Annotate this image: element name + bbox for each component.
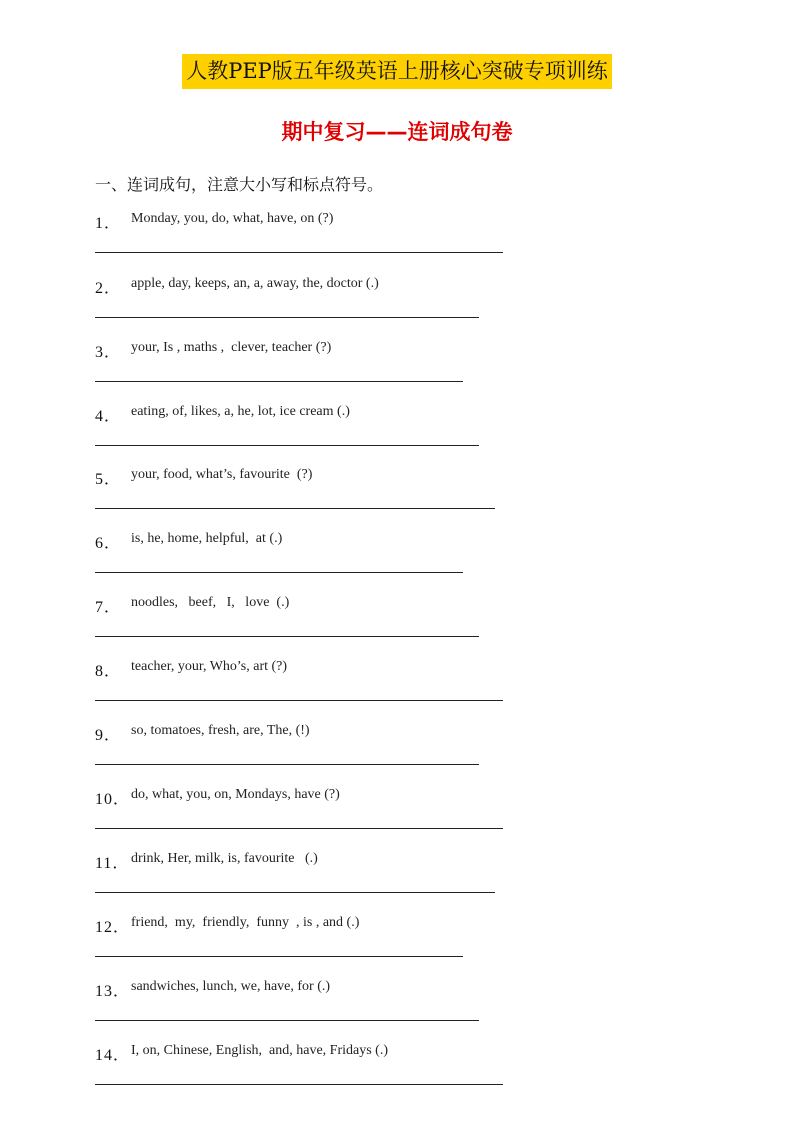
answer-line[interactable] — [95, 956, 463, 957]
question-prompt: I, on, Chinese, English, and, have, Fridays (.) — [131, 1043, 389, 1058]
question-item — [95, 466, 515, 516]
answer-line[interactable] — [95, 828, 503, 829]
answer-line[interactable] — [95, 317, 479, 318]
question-item — [95, 914, 515, 964]
question-item — [95, 339, 515, 389]
question-number: 8． — [95, 663, 122, 680]
question-prompt: is, he, home, helpful, at (.) — [131, 531, 283, 546]
header-title-bar — [0, 54, 794, 89]
question-item — [95, 850, 515, 900]
question-item — [95, 978, 515, 1028]
question-prompt: do, what, you, on, Mondays, have (?) — [131, 787, 340, 802]
question-item — [95, 786, 515, 836]
question-item — [95, 210, 515, 260]
question-prompt: noodles, beef, I, love (.) — [131, 595, 290, 610]
question-number: 12． — [95, 919, 131, 936]
answer-line[interactable] — [95, 508, 495, 509]
answer-line[interactable] — [95, 252, 503, 253]
section-heading: 一、连词成句，注意大小写和标点符号。 — [95, 175, 384, 194]
answer-line[interactable] — [95, 445, 479, 446]
page-subtitle: 期中复习——连词成句卷 — [281, 120, 513, 144]
question-item — [95, 594, 515, 644]
question-number: 7． — [95, 599, 122, 616]
question-prompt: so, tomatoes, fresh, are, The, (!) — [131, 723, 310, 738]
question-number: 10． — [95, 791, 131, 808]
question-number: 2． — [95, 280, 122, 297]
question-prompt: eating, of, likes, a, he, lot, ice cream (.) — [131, 404, 350, 419]
question-number: 3． — [95, 344, 122, 361]
question-prompt: Monday, you, do, what, have, on (?) — [131, 211, 334, 226]
question-prompt: your, food, what’s, favourite (?) — [131, 467, 313, 482]
answer-line[interactable] — [95, 1084, 503, 1085]
question-number: 5． — [95, 471, 122, 488]
answer-line[interactable] — [95, 572, 463, 573]
answer-line[interactable] — [95, 700, 503, 701]
question-prompt: teacher, your, Who’s, art (?) — [131, 659, 288, 674]
question-number: 14． — [95, 1047, 131, 1064]
question-prompt: apple, day, keeps, an, a, away, the, doctor (.) — [131, 276, 379, 291]
question-prompt: sandwiches, lunch, we, have, for (.) — [131, 979, 331, 994]
answer-line[interactable] — [95, 1020, 479, 1021]
answer-line[interactable] — [95, 381, 463, 382]
question-item — [95, 722, 515, 772]
question-number: 13． — [95, 983, 131, 1000]
question-item — [95, 275, 515, 325]
question-prompt: your, Is , maths , clever, teacher (?) — [131, 340, 332, 355]
question-item — [95, 658, 515, 708]
question-prompt: drink, Her, milk, is, favourite (.) — [131, 851, 318, 866]
question-item — [95, 530, 515, 580]
question-prompt: friend, my, friendly, funny , is , and (.) — [131, 915, 360, 930]
answer-line[interactable] — [95, 892, 495, 893]
answer-line[interactable] — [95, 764, 479, 765]
question-number: 9． — [95, 727, 122, 744]
question-number: 11． — [95, 855, 130, 872]
question-item — [95, 403, 515, 453]
page-title: 人教PEP版五年级英语上册核心突破专项训练 — [182, 54, 612, 89]
answer-line[interactable] — [95, 636, 479, 637]
question-number: 4． — [95, 408, 122, 425]
question-number: 6． — [95, 535, 122, 552]
question-item — [95, 1042, 515, 1092]
question-number: 1． — [95, 215, 122, 232]
